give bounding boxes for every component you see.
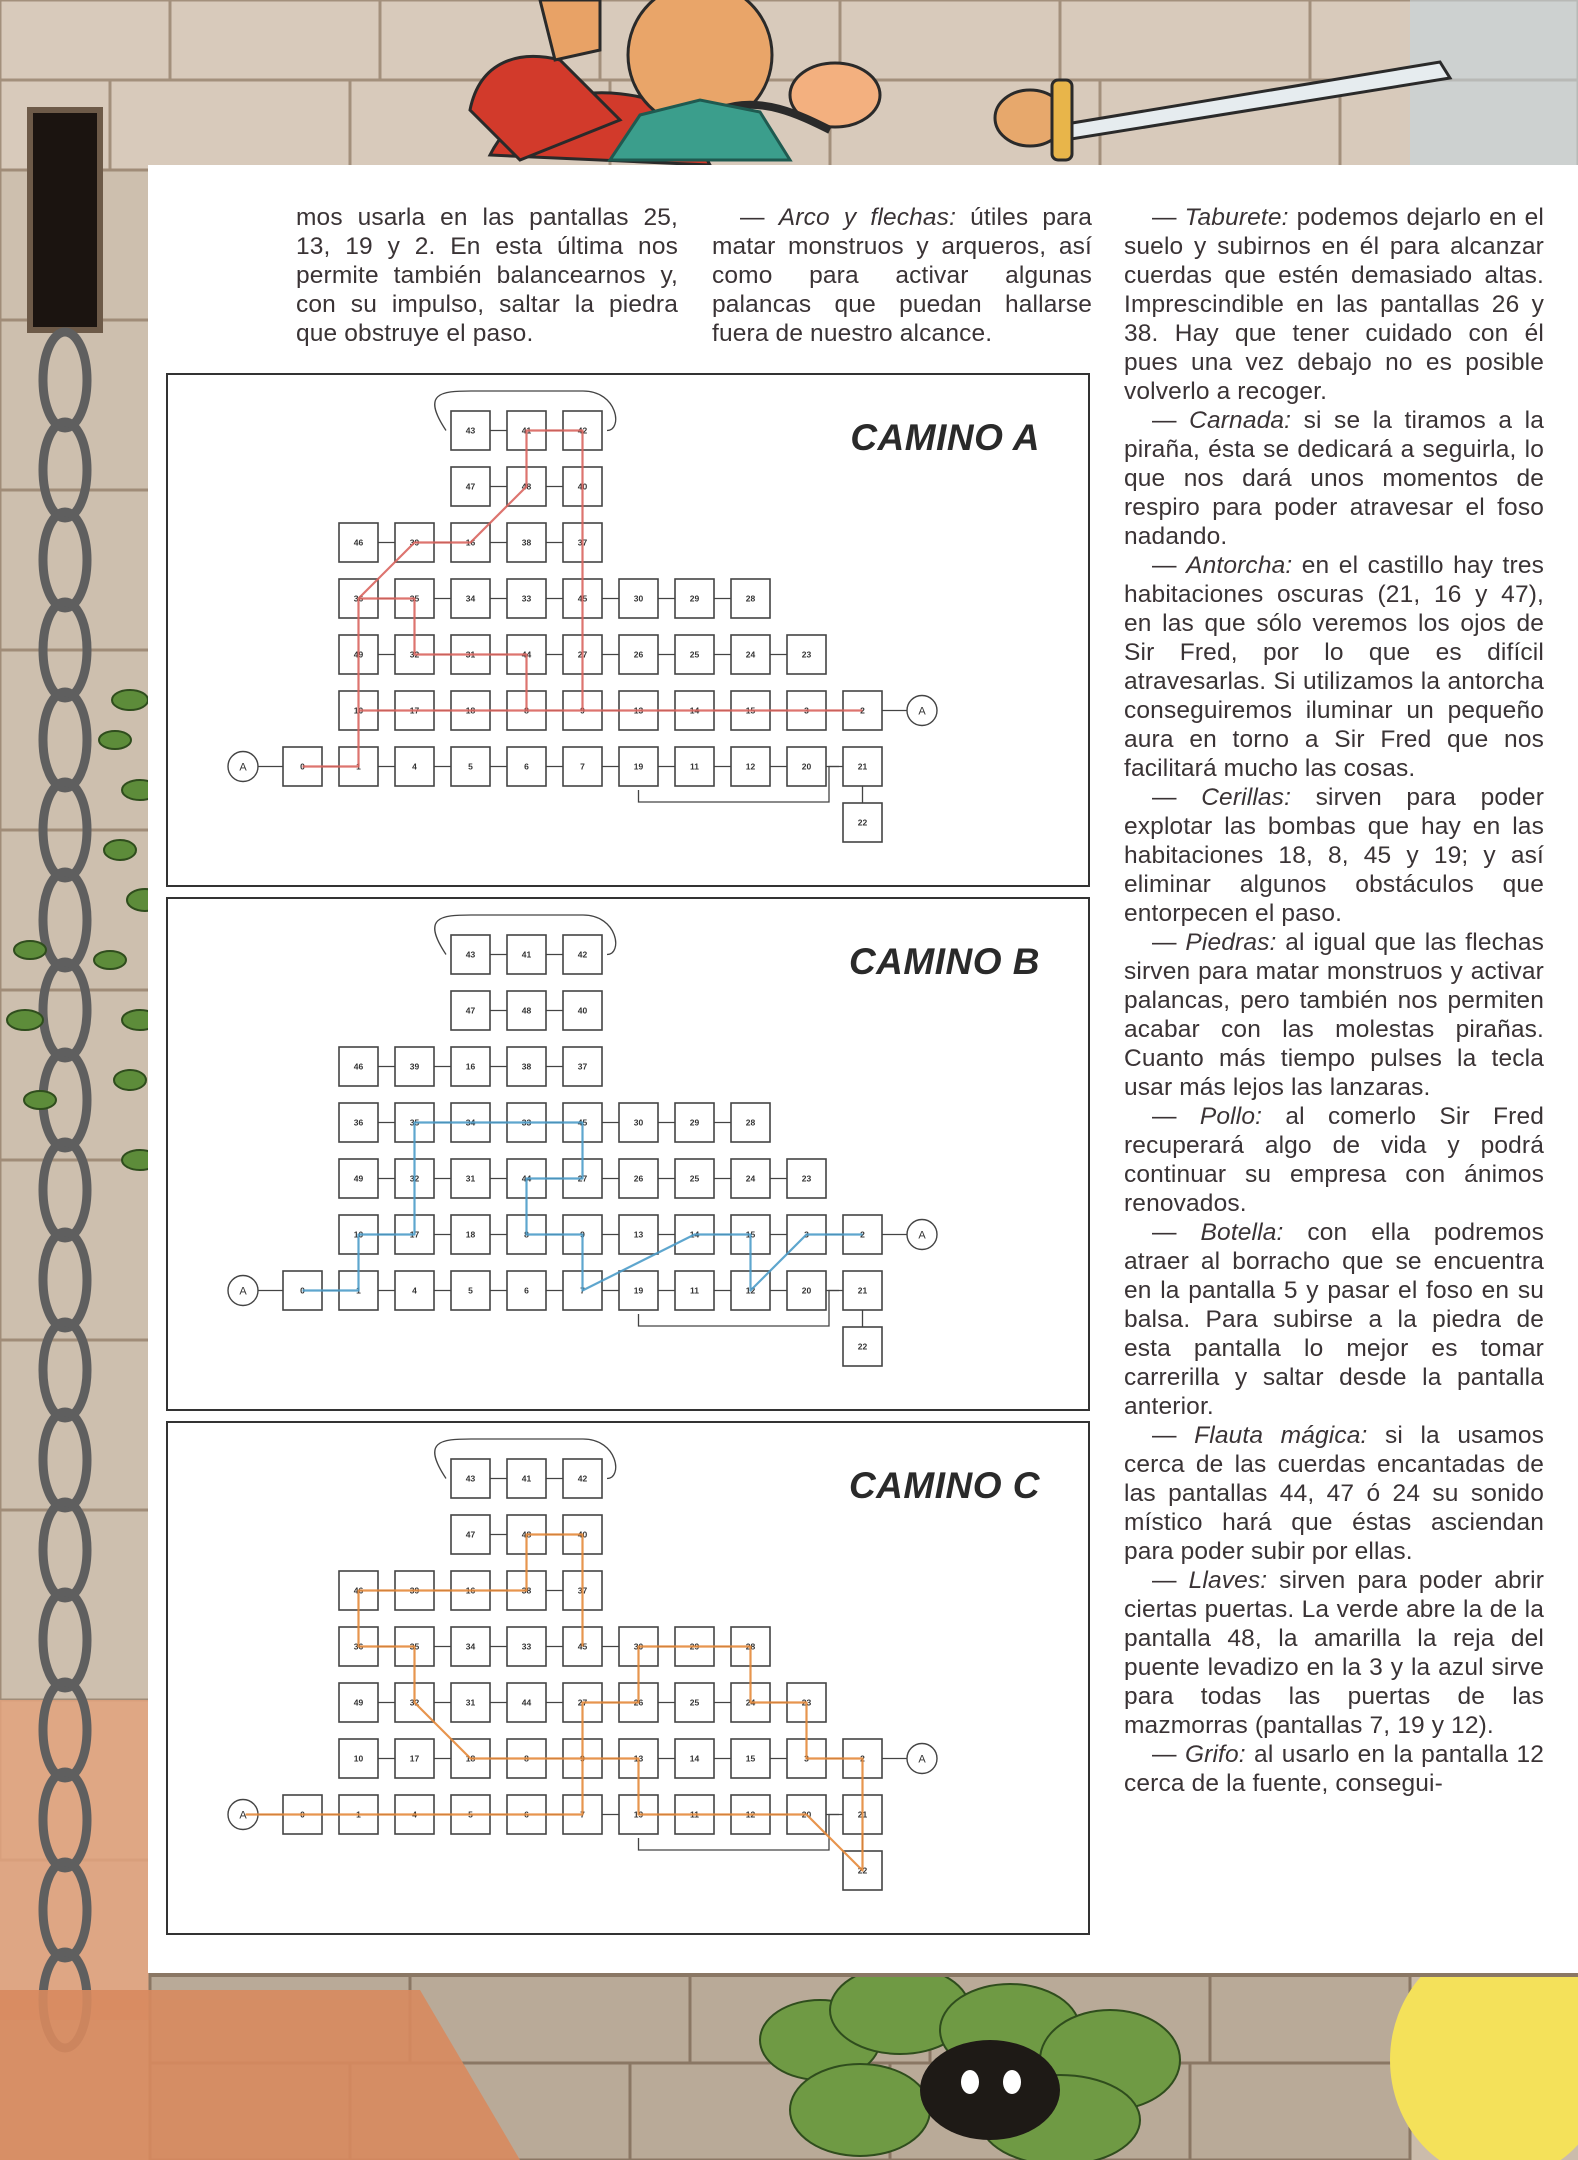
map-room bbox=[787, 1271, 826, 1310]
paragraph bbox=[1124, 928, 1544, 1102]
room-number: 25 bbox=[689, 1173, 700, 1184]
map-room bbox=[507, 1047, 546, 1086]
room-number: 14 bbox=[689, 1229, 700, 1240]
map-room bbox=[339, 1683, 378, 1722]
item-term: Carnada: bbox=[1189, 407, 1292, 434]
room-number: 23 bbox=[801, 1173, 812, 1184]
room-number: 45 bbox=[577, 1117, 588, 1128]
room-number: 46 bbox=[353, 1061, 364, 1072]
room-number: 1 bbox=[356, 761, 361, 772]
text-column-1 bbox=[296, 203, 678, 348]
room-number: 42 bbox=[577, 425, 588, 436]
map-room bbox=[787, 1159, 826, 1198]
map-room bbox=[451, 1047, 490, 1086]
room-number: 15 bbox=[745, 1753, 756, 1764]
room-number: 36 bbox=[353, 1641, 364, 1652]
item-term: Pollo: bbox=[1199, 1103, 1263, 1130]
room-number: 43 bbox=[465, 425, 476, 436]
room-number: 31 bbox=[465, 649, 476, 660]
room-number: 43 bbox=[465, 949, 476, 960]
room-number: 46 bbox=[353, 537, 364, 548]
map-room bbox=[619, 747, 658, 786]
item-term: Llaves: bbox=[1188, 1567, 1268, 1594]
room-number: 48 bbox=[521, 1005, 532, 1016]
map-room bbox=[507, 747, 546, 786]
item-description: si se la tiramos a la piraña, ésta se dedicará a seguirla, lo que nos dará unos momentos de respiro para poder atravesar el foso nadando. bbox=[1124, 407, 1544, 550]
room-number: 17 bbox=[409, 1229, 420, 1240]
room-number: 27 bbox=[577, 1173, 588, 1184]
room-number: 33 bbox=[521, 1117, 532, 1128]
room-number: 34 bbox=[465, 1117, 476, 1128]
map-room bbox=[675, 1271, 714, 1310]
map-room bbox=[619, 1159, 658, 1198]
room-number: 24 bbox=[745, 1697, 756, 1708]
room-number: 17 bbox=[409, 705, 420, 716]
map-room bbox=[675, 747, 714, 786]
room-number: 15 bbox=[745, 705, 756, 716]
room-number: 42 bbox=[577, 1473, 588, 1484]
room-number: 0 bbox=[300, 1809, 305, 1820]
paragraph: mos usarla en las pantallas 25, 13, 19 y 2. En esta última nos permite también balancearnos y, con su impulso, saltar la piedra que obstruye el paso. bbox=[296, 204, 678, 347]
room-number: 29 bbox=[689, 1641, 700, 1652]
map-room bbox=[507, 1683, 546, 1722]
paragraph-dash: — bbox=[1152, 1422, 1195, 1449]
room-number: 3 bbox=[804, 1229, 809, 1240]
room-number: 0 bbox=[300, 761, 305, 772]
room-number: 9 bbox=[580, 1229, 585, 1240]
map-room bbox=[563, 1047, 602, 1086]
node-label: A bbox=[918, 1229, 926, 1242]
room-number: 28 bbox=[745, 1117, 756, 1128]
room-number: 10 bbox=[353, 1229, 364, 1240]
room-number: 31 bbox=[465, 1697, 476, 1708]
paragraph-dash: — bbox=[1152, 1103, 1200, 1130]
room-number: 22 bbox=[857, 1865, 868, 1876]
room-number: 36 bbox=[353, 593, 364, 604]
item-term: Piedras: bbox=[1185, 929, 1277, 956]
map-room bbox=[675, 579, 714, 618]
room-number: 3 bbox=[804, 705, 809, 716]
paragraph bbox=[1124, 1218, 1544, 1421]
map-room bbox=[451, 991, 490, 1030]
map-room bbox=[843, 1271, 882, 1310]
room-number: 32 bbox=[409, 1173, 420, 1184]
room-number: 10 bbox=[353, 1753, 364, 1764]
room-number: 4 bbox=[412, 1285, 417, 1296]
room-number: 32 bbox=[409, 1697, 420, 1708]
room-number: 7 bbox=[580, 761, 585, 772]
paragraph-dash: — bbox=[1152, 1741, 1185, 1768]
room-number: 16 bbox=[465, 537, 476, 548]
room-number: 2 bbox=[860, 1753, 865, 1764]
room-number: 40 bbox=[577, 1529, 588, 1540]
room-number: 21 bbox=[857, 761, 868, 772]
room-number: 37 bbox=[577, 537, 588, 548]
map-title: CAMINO B bbox=[848, 941, 1040, 982]
room-number: 30 bbox=[633, 1641, 644, 1652]
room-number: 32 bbox=[409, 649, 420, 660]
map-room bbox=[395, 1271, 434, 1310]
room-number: 20 bbox=[801, 1285, 812, 1296]
paragraph bbox=[1124, 203, 1544, 406]
paragraph-dash: — bbox=[1152, 204, 1185, 231]
room-number: 35 bbox=[409, 1641, 420, 1652]
room-number: 43 bbox=[465, 1473, 476, 1484]
map-room bbox=[507, 523, 546, 562]
room-number: 12 bbox=[745, 1285, 756, 1296]
room-number: 8 bbox=[524, 1229, 529, 1240]
room-number: 27 bbox=[577, 649, 588, 660]
room-number: 38 bbox=[521, 1585, 532, 1596]
room-number: 8 bbox=[524, 1753, 529, 1764]
map-room bbox=[451, 579, 490, 618]
room-number: 7 bbox=[580, 1809, 585, 1820]
room-number: 29 bbox=[689, 593, 700, 604]
room-number: 18 bbox=[465, 705, 476, 716]
node-label: A bbox=[239, 1285, 247, 1298]
room-number: 47 bbox=[465, 481, 476, 492]
item-description: al usarlo en la pantalla 12 cerca de la fuente, consegui- bbox=[1124, 1741, 1545, 1797]
room-number: 33 bbox=[521, 593, 532, 604]
room-number: 48 bbox=[521, 481, 532, 492]
room-number: 44 bbox=[521, 1697, 532, 1708]
map-room bbox=[507, 1627, 546, 1666]
map-room bbox=[675, 1683, 714, 1722]
room-number: 5 bbox=[468, 1809, 473, 1820]
room-number: 15 bbox=[745, 1229, 756, 1240]
room-number: 1 bbox=[356, 1285, 361, 1296]
room-number: 30 bbox=[633, 1117, 644, 1128]
room-number: 19 bbox=[633, 1285, 644, 1296]
room-number: 21 bbox=[857, 1285, 868, 1296]
item-description: en el castillo hay tres habitaciones oscuras (21, 16 y 47), en las que sólo veremos los ojos de Sir Fred, por lo que es difícil atravesarlas. Si utilizamos la antorcha conseguiremos iluminar un pequeño aura en torno a Sir Fred que nos facilitará mucho las cosas. bbox=[1124, 552, 1545, 782]
map-node-a bbox=[907, 696, 937, 726]
map-camino-c bbox=[166, 1421, 1090, 1935]
room-number: 30 bbox=[633, 593, 644, 604]
map-room bbox=[731, 747, 770, 786]
node-label: A bbox=[918, 1753, 926, 1766]
room-number: 35 bbox=[409, 593, 420, 604]
item-term: Taburete: bbox=[1184, 204, 1289, 231]
paragraph bbox=[1124, 406, 1544, 551]
room-number: 49 bbox=[353, 1697, 364, 1708]
map-room bbox=[619, 1215, 658, 1254]
map-room bbox=[451, 1459, 490, 1498]
room-number: 26 bbox=[633, 649, 644, 660]
room-number: 38 bbox=[521, 537, 532, 548]
item-description: al igual que las flechas sirven para matar monstruos y activar palancas, pero también nos permiten acabar con las molestas pirañas. Cuanto más tiempo pulses la tecla usar más lejos las lanzaras. bbox=[1124, 929, 1544, 1101]
map-room bbox=[507, 991, 546, 1030]
room-number: 1 bbox=[356, 1809, 361, 1820]
room-number: 28 bbox=[745, 593, 756, 604]
room-number: 38 bbox=[521, 1061, 532, 1072]
paragraph-dash: — bbox=[1152, 552, 1187, 579]
room-number: 23 bbox=[801, 1697, 812, 1708]
room-number: 34 bbox=[465, 593, 476, 604]
map-room bbox=[451, 411, 490, 450]
text-column-3 bbox=[1124, 203, 1544, 1798]
map-room bbox=[563, 1459, 602, 1498]
map-room bbox=[619, 1103, 658, 1142]
map-room bbox=[731, 635, 770, 674]
room-number: 14 bbox=[689, 1753, 700, 1764]
item-description: sirven para poder abrir ciertas puertas. La verde abre la de la pantalla 48, la amarilla la reja del puente levadizo en la 3 y la azul sirve para todas las puertas de las mazmorras (pantallas 7, 19 y 12). bbox=[1124, 1567, 1545, 1739]
room-number: 12 bbox=[745, 1809, 756, 1820]
room-number: 41 bbox=[521, 425, 532, 436]
map-room bbox=[731, 1739, 770, 1778]
room-number: 44 bbox=[521, 649, 532, 660]
room-number: 21 bbox=[857, 1809, 868, 1820]
room-number: 44 bbox=[521, 1173, 532, 1184]
paragraph-dash: — bbox=[1152, 929, 1186, 956]
room-number: 28 bbox=[745, 1641, 756, 1652]
paragraph bbox=[1124, 1566, 1544, 1740]
room-number: 40 bbox=[577, 481, 588, 492]
map-diagram bbox=[168, 375, 1088, 885]
room-number: 23 bbox=[801, 649, 812, 660]
map-room bbox=[787, 635, 826, 674]
map-room bbox=[451, 1159, 490, 1198]
paragraph-dash: — bbox=[1152, 1219, 1201, 1246]
room-number: 5 bbox=[468, 1285, 473, 1296]
map-room bbox=[507, 1271, 546, 1310]
room-number: 25 bbox=[689, 649, 700, 660]
room-number: 37 bbox=[577, 1585, 588, 1596]
map-room bbox=[731, 1159, 770, 1198]
paragraph-dash: — bbox=[740, 204, 779, 231]
map-room bbox=[339, 1103, 378, 1142]
paragraph bbox=[1124, 551, 1544, 783]
item-description: con ella podremos atraer al borracho que se encuentra en la pantalla 5 y pasar el foso en su balsa. Para subirse a la piedra de esta pantalla lo mejor es tomar carrerilla y saltar desde la pantalla anterior. bbox=[1124, 1219, 1544, 1420]
room-number: 11 bbox=[690, 761, 699, 772]
paragraph bbox=[1124, 1421, 1544, 1566]
room-number: 46 bbox=[353, 1585, 364, 1596]
room-number: 39 bbox=[409, 537, 420, 548]
map-room bbox=[451, 1627, 490, 1666]
room-number: 49 bbox=[353, 649, 364, 660]
map-room bbox=[619, 1271, 658, 1310]
map-title: CAMINO A bbox=[850, 417, 1040, 458]
room-number: 47 bbox=[465, 1529, 476, 1540]
room-number: 13 bbox=[633, 1753, 644, 1764]
item-description: si la usamos cerca de las cuerdas encantadas de las pantallas 44, 47 ó 24 su sonido místico hará que éstas asciendan para poder subir por ellas. bbox=[1124, 1422, 1545, 1565]
room-number: 13 bbox=[633, 705, 644, 716]
room-number: 0 bbox=[300, 1285, 305, 1296]
map-room bbox=[395, 1047, 434, 1086]
room-number: 36 bbox=[353, 1117, 364, 1128]
room-number: 10 bbox=[353, 705, 364, 716]
map-room bbox=[339, 1159, 378, 1198]
map-room bbox=[619, 579, 658, 618]
map-room bbox=[451, 747, 490, 786]
room-number: 31 bbox=[465, 1173, 476, 1184]
map-node-a bbox=[228, 752, 258, 782]
room-number: 37 bbox=[577, 1061, 588, 1072]
item-term: Antorcha: bbox=[1186, 552, 1293, 579]
room-number: 33 bbox=[521, 1641, 532, 1652]
room-number: 4 bbox=[412, 1809, 417, 1820]
room-number: 41 bbox=[521, 1473, 532, 1484]
room-number: 29 bbox=[689, 1117, 700, 1128]
item-term: Grifo: bbox=[1184, 1741, 1246, 1768]
node-label: A bbox=[239, 1809, 247, 1822]
room-number: 19 bbox=[633, 761, 644, 772]
map-room bbox=[339, 1047, 378, 1086]
room-number: 25 bbox=[689, 1697, 700, 1708]
room-number: 40 bbox=[577, 1005, 588, 1016]
room-number: 45 bbox=[577, 593, 588, 604]
item-description: útiles para matar monstruos y arqueros, así como para activar algunas palancas que puedan hallarse fuera de nuestro alcance. bbox=[712, 204, 1092, 347]
room-number: 35 bbox=[409, 1117, 420, 1128]
map-room bbox=[619, 635, 658, 674]
map-room bbox=[563, 991, 602, 1030]
room-number: 20 bbox=[801, 761, 812, 772]
room-number: 47 bbox=[465, 1005, 476, 1016]
room-number: 26 bbox=[633, 1697, 644, 1708]
room-number: 2 bbox=[860, 1229, 865, 1240]
map-room bbox=[395, 1739, 434, 1778]
map-room bbox=[339, 1739, 378, 1778]
room-number: 16 bbox=[465, 1585, 476, 1596]
map-room bbox=[451, 935, 490, 974]
room-number: 45 bbox=[577, 1641, 588, 1652]
map-camino-b bbox=[166, 897, 1090, 1411]
room-number: 18 bbox=[465, 1753, 476, 1764]
room-number: 24 bbox=[745, 1173, 756, 1184]
item-term: Botella: bbox=[1200, 1219, 1284, 1246]
room-number: 34 bbox=[465, 1641, 476, 1652]
room-number: 26 bbox=[633, 1173, 644, 1184]
room-number: 7 bbox=[580, 1285, 585, 1296]
room-number: 3 bbox=[804, 1753, 809, 1764]
map-room bbox=[563, 935, 602, 974]
map-node-a bbox=[228, 1276, 258, 1306]
room-number: 16 bbox=[465, 1061, 476, 1072]
map-room bbox=[339, 523, 378, 562]
paragraph bbox=[1124, 1102, 1544, 1218]
room-number: 22 bbox=[857, 817, 868, 828]
paragraph-dash: — bbox=[1152, 407, 1190, 434]
map-diagram bbox=[168, 899, 1088, 1409]
paragraph bbox=[1124, 783, 1544, 928]
map-camino-a bbox=[166, 373, 1090, 887]
room-number: 11 bbox=[690, 1285, 699, 1296]
room-number: 5 bbox=[468, 761, 473, 772]
map-node-a bbox=[907, 1744, 937, 1774]
paragraph-dash: — bbox=[1152, 1567, 1189, 1594]
room-number: 39 bbox=[409, 1585, 420, 1596]
item-description: sirven para poder explotar las bombas que hay en las habitaciones 18, 8, 45 y 19; y así eliminar algunos obstáculos que entorpecen el paso. bbox=[1124, 784, 1544, 927]
room-number: 2 bbox=[860, 705, 865, 716]
map-room bbox=[675, 1159, 714, 1198]
room-number: 18 bbox=[465, 1229, 476, 1240]
map-room bbox=[451, 1215, 490, 1254]
room-number: 11 bbox=[690, 1809, 699, 1820]
route-path bbox=[303, 1123, 863, 1291]
room-number: 17 bbox=[409, 1753, 420, 1764]
item-description: podemos dejarlo en el suelo y subirnos en él para alcanzar cuerdas que estén demasiado altas. Imprescindible en las pantallas 26 y 38. Hay que tener cuidado con él pues una vez debajo no es posible volverlo a recoger. bbox=[1124, 204, 1544, 405]
room-number: 6 bbox=[524, 1285, 529, 1296]
item-term: Arco y flechas: bbox=[778, 204, 957, 231]
room-number: 9 bbox=[580, 705, 585, 716]
room-number: 13 bbox=[633, 1229, 644, 1240]
map-room bbox=[787, 747, 826, 786]
item-term: Cerillas: bbox=[1201, 784, 1292, 811]
map-room bbox=[843, 803, 882, 842]
map-room bbox=[563, 747, 602, 786]
map-room bbox=[843, 1327, 882, 1366]
map-room bbox=[731, 1103, 770, 1142]
room-number: 19 bbox=[633, 1809, 644, 1820]
room-number: 14 bbox=[689, 705, 700, 716]
room-number: 27 bbox=[577, 1697, 588, 1708]
map-room bbox=[395, 747, 434, 786]
room-number: 49 bbox=[353, 1173, 364, 1184]
room-number: 24 bbox=[745, 649, 756, 660]
map-room bbox=[507, 1459, 546, 1498]
room-number: 22 bbox=[857, 1341, 868, 1352]
item-description: al comerlo Sir Fred recuperará algo de vida y podrá continuar su empresa con ánimos renovados. bbox=[1124, 1103, 1544, 1217]
paragraph-dash: — bbox=[1152, 784, 1202, 811]
room-number: 41 bbox=[521, 949, 532, 960]
map-room bbox=[451, 467, 490, 506]
room-number: 6 bbox=[524, 761, 529, 772]
map-room bbox=[451, 1515, 490, 1554]
room-number: 12 bbox=[745, 761, 756, 772]
map-diagram bbox=[168, 1423, 1088, 1933]
room-number: 4 bbox=[412, 761, 417, 772]
map-room bbox=[507, 935, 546, 974]
map-room bbox=[451, 1271, 490, 1310]
room-number: 48 bbox=[521, 1529, 532, 1540]
paragraph bbox=[1124, 1740, 1544, 1798]
map-room bbox=[675, 1739, 714, 1778]
room-number: 8 bbox=[524, 705, 529, 716]
map-title: CAMINO C bbox=[848, 1465, 1040, 1506]
room-number: 9 bbox=[580, 1753, 585, 1764]
node-label: A bbox=[239, 761, 247, 774]
node-label: A bbox=[918, 705, 926, 718]
map-room bbox=[675, 1103, 714, 1142]
map-room bbox=[675, 635, 714, 674]
map-room bbox=[507, 579, 546, 618]
text-column-2 bbox=[712, 203, 1092, 348]
room-number: 39 bbox=[409, 1061, 420, 1072]
room-number: 20 bbox=[801, 1809, 812, 1820]
item-term: Flauta mágica: bbox=[1194, 1422, 1368, 1449]
room-number: 6 bbox=[524, 1809, 529, 1820]
map-room bbox=[731, 579, 770, 618]
paragraph bbox=[712, 203, 1092, 348]
map-node-a bbox=[907, 1220, 937, 1250]
room-number: 42 bbox=[577, 949, 588, 960]
map-room bbox=[843, 747, 882, 786]
map-room bbox=[451, 1683, 490, 1722]
